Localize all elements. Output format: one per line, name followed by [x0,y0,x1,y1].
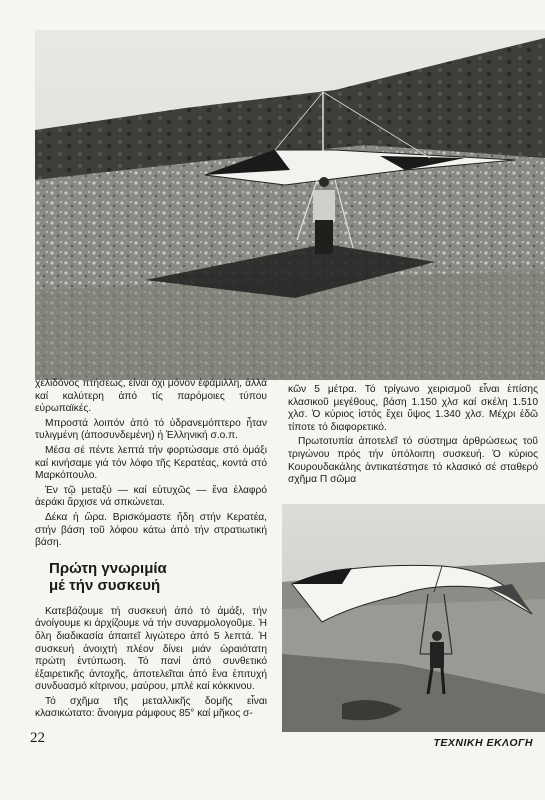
magazine-name: ΤΕΧΝΙΚΗ ΕΚΛΟΓΗ [433,737,533,749]
body-paragraph: Δέκα ἡ ὥρα. Βρισκόμαστε ἤδη στήν Κερατέα, στήν βάση τοῦ λόφου κάτω ἀπό τήν στρατιωτική βάση. [35,511,267,549]
body-paragraph: Ἐν τῷ μεταξύ — καί εὐτυχῶς — ἕνα ἐλαφρό ἀεράκι ἄρχισε νά σπκώνεται. [35,484,267,509]
body-paragraph: χελιδόνος πτήσεως, είναι όχι μόνον ἐφάμιλλη, ἀλλά καί καλύτερη ἀπό τίς παρόμοιες τύπου εὐρωπαϊκές. [35,378,267,415]
section-heading-line-1: Πρώτη γνωριμία [49,559,167,577]
section-heading [49,560,267,594]
body-paragraph: Μέσα σέ πέντε λεπτά τήν φορτώσαμε στό ὁμάξι καί κινήσαμε γιά τόν λόφο τῆς Κερατέας, κοντά στό Μαρκόπουλο. [35,444,267,482]
body-paragraph: Μπροστά λοιπόν ἀπό τό ὑδρανεμόπτερο ἦταν τυλιγμένη (ἀποσυνδεμένη) ἡ Ἑλληνική σ.ο.π. [35,417,267,442]
hang-glider-hillside-photo [35,30,545,380]
body-paragraph: Πρωτοτυπία ἀποτελεῖ τό σύστημα ἀρθρώσεως τοῦ τριγώνου πρός τήν ὑπόλοιπη συσκευή. Ὁ κύριος Κουρουδακάλης ἀντικατέστησε τό κλασικό σέ σταθερό σχῆμα Π σῶμα [288,436,538,486]
page-number: 22 [30,730,45,746]
hang-glider-launch-photo [282,504,545,732]
left-text-column [35,378,267,721]
right-text-column [288,384,538,489]
body-paragraph: Κατεβάζουμε τή συσκευή ἀπό τό ἀμάξι, τήν ἀνοίγουμε κι ἀρχίζουμε νά τήν συναρμολογοῦμε. Ἡ ὅλη διαδικασία ἀπαιτεῖ λιγώτερο ἀπό 5 λεπτά. Ἡ συσκευή ἀνοιχτή πλέον δίνει μιάν ὡραιότατη πρώτη ἐντύπωση. Τό πανί ἀπό συνθετικό ἐξαιρετικῆς ἀντοχῆς, ἀποτελεῖται ἀπό ἕνα ἐπιτυχή συνδυασμό κίτρινου, μαύρου, μπλέ καί κόκκινου. [35,605,267,693]
body-paragraph: Τό σχῆμα τῆς μεταλλικῆς δομῆς εἶναι κλασικώτατο: ἄνοιγμα ράμφους 85° καί μῆκος σ- [35,695,267,720]
body-paragraph: κῶν 5 μέτρα. Τό τρίγωνο χειρισμοῦ εἶναι ἐπίσης κλασικοῦ μεγέθους, βάση 1.150 χλσ καί σκέλη 1.510 χλσ. Ὁ κύριος ἱστός ἔχει ὕψος 1.340 χλσ. Μέχρι ἐδῶ τίποτε τό διαφορετικό. [288,384,538,433]
section-heading-line-2: μέ τήν συσκευή [49,576,161,594]
